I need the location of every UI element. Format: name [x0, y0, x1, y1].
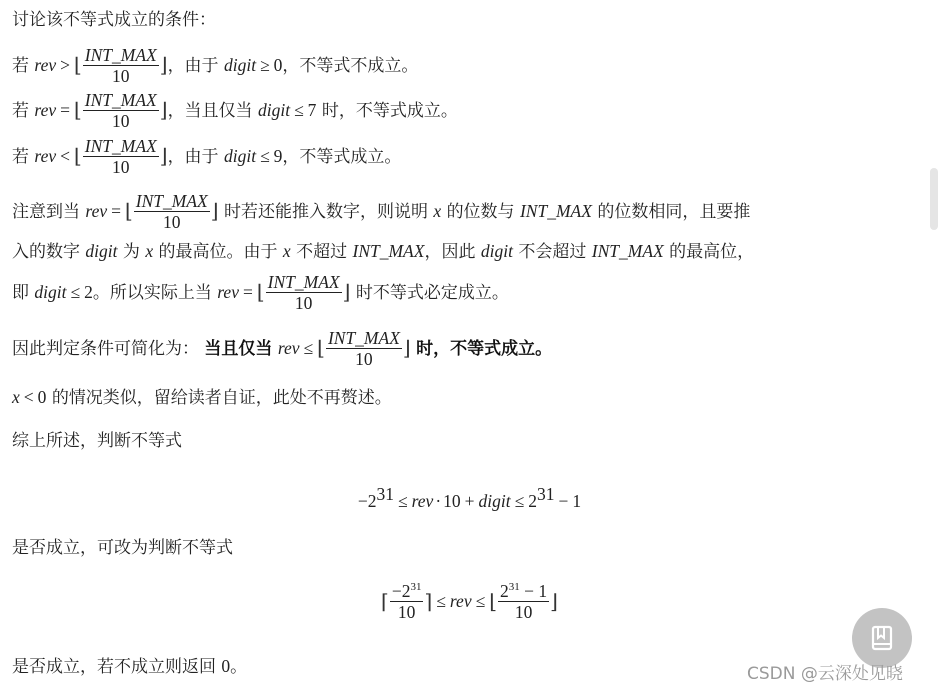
bookmark-icon: [871, 625, 893, 651]
paragraph-2: 因此判定条件可简化为： 当且仅当 rev ≤ ⌊ $\frac{\text{INT\_MAX}}{10}$ ⌋ 时，不等式成立。: [12, 328, 553, 370]
paragraph-1-line-1: 注意到当 rev = ⌊ $\frac{\text{INT\_MAX}}{10}$ ⌋ 时若还能推入数字，则说明 x 的位数与 INT_MAX 的位数相同，且要推: [12, 191, 751, 233]
paragraph-5: 是否成立，可改为判断不等式: [12, 538, 233, 558]
paragraph-1-line-2: 入的数字 digit 为 x 的最高位。由于 x 不超过 INT_MAX，因此 digit 不会超过 INT_MAX 的最高位，: [12, 241, 755, 262]
case-line-2: 若 rev = ⌊ $\frac{\text{INT\_MAX}}{10}$ ⌋，当且仅当 digit ≤ 7 时，不等式成立。: [12, 90, 458, 132]
inequality-1: $-2^{31}$ ≤ rev · 10 + digit ≤ $2^{31} - 1$: [357, 484, 582, 511]
paragraph-1-line-3: 即 digit ≤ 2。所以实际上当 rev = ⌊ $\frac{\text{INT\_MAX}}{10}$ ⌋ 时不等式必定成立。: [12, 272, 509, 314]
inequality-2: ⌈ $\frac{-2^{31}}{10}$ ⌉ ≤ rev ≤ ⌊ $\frac{2^{31} - 1}{10}$ ⌋: [381, 581, 558, 623]
paragraph-3: x < 0 的情况类似，留给读者自证，此处不再赘述。: [12, 387, 392, 408]
paragraph-6: 是否成立，若不成立则返回 0。: [12, 656, 248, 677]
heading: 讨论该不等式成立的条件：: [12, 10, 216, 30]
case-line-1: 若 rev > ⌊ $\frac{\text{INT\_MAX}}{10}$ ⌋，由于 digit ≥ 0，不等式不成立。: [12, 45, 419, 87]
paragraph-4: 综上所述，判断不等式: [12, 431, 182, 451]
fraction: $\frac{\text{INT\_MAX}}{10}$: [84, 45, 157, 87]
watermark: CSDN @云深处见晓: [747, 664, 903, 684]
scrollbar-thumb[interactable]: [930, 168, 938, 230]
case-line-3: 若 rev < ⌊ $\frac{\text{INT\_MAX}}{10}$ ⌋，由于 digit ≤ 9，不等式成立。: [12, 136, 402, 178]
